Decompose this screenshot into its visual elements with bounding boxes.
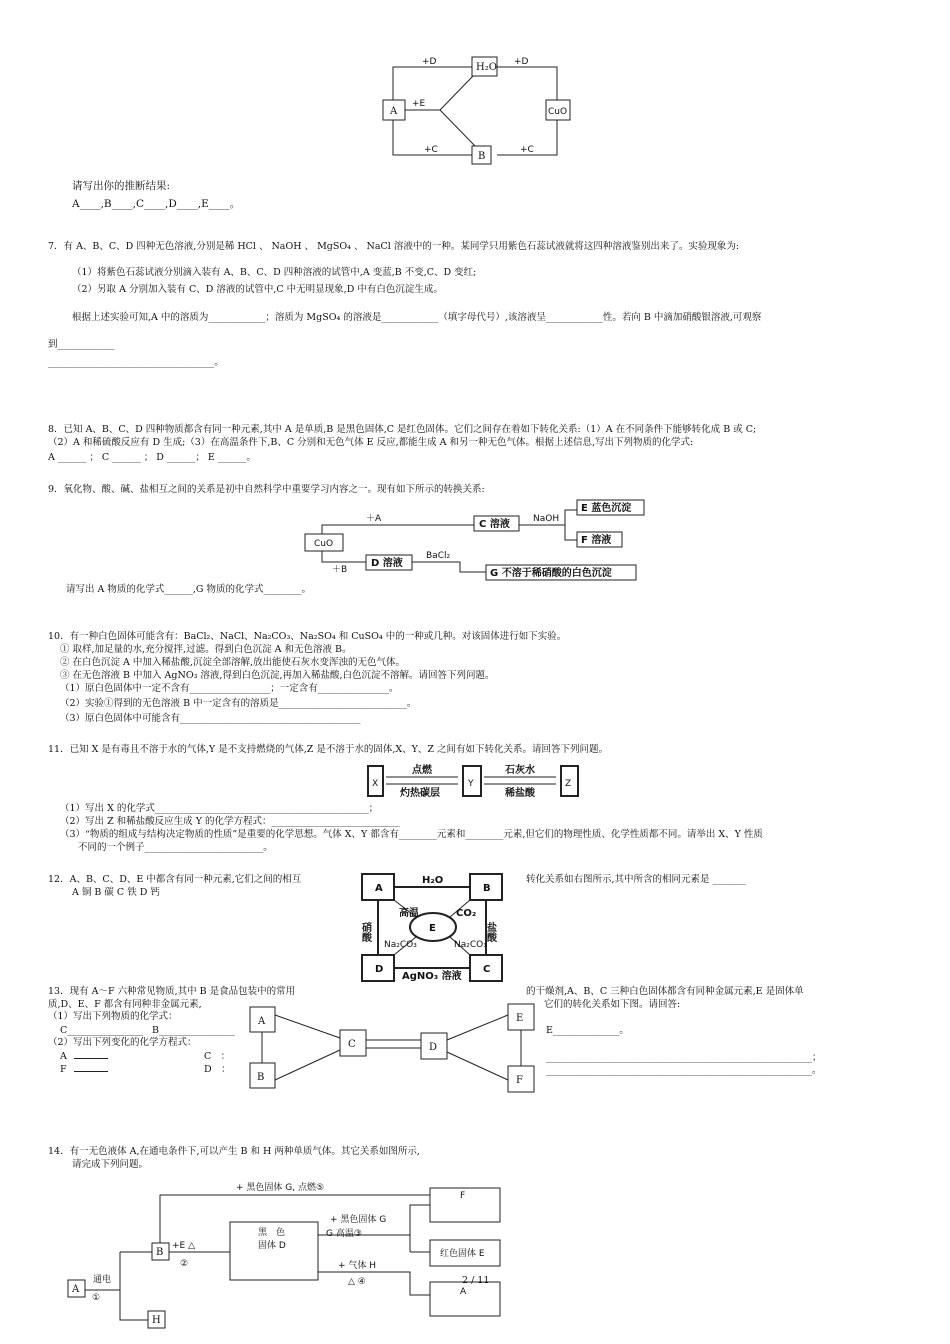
label-red-e: 红色固体 E xyxy=(440,1249,485,1259)
label-plus-c-right: +C xyxy=(520,145,534,155)
label-x: X xyxy=(372,779,379,789)
label-plus-b: ＋B xyxy=(332,565,348,575)
q14-line-1: 14．有一无色液体 A,在通电条件下,可以产生 B 和 H 两种单质气体。其它关系如图所示, xyxy=(48,1146,420,1157)
label-na2co3-left: Na₂CO₃ xyxy=(384,940,417,950)
label-d: D xyxy=(375,964,384,975)
q7-observe: 到____________ xyxy=(48,339,115,350)
label-plus-d-right: +D xyxy=(514,57,529,67)
label-d: D xyxy=(429,1042,438,1053)
label-b: B xyxy=(257,1072,265,1083)
q11-answer-3: （3）“物质的组成与结构决定物质的性质”是重要的化学思想。气体 X、Y 都含有________元素和________元素,但它们的物理性质、化学性质都不同。请举出 X、Y 性质 xyxy=(60,829,763,840)
label-e: E xyxy=(516,1013,524,1024)
label-y: Y xyxy=(468,779,474,789)
label-z: Z xyxy=(565,779,572,789)
q13-a-label: A xyxy=(60,1051,67,1062)
q8-line-1: 8．已知 A、B、C、D 四种物质都含有同一种元素,其中 A 是单质,B 是黑色固体,C 是红色固体。它们之间存在着如下转化关系:（1）A 在不同条件下能够转化成 B 或 C; xyxy=(48,424,757,435)
q10-line-1: 10．有一种白色固体可能含有：BaCl₂、NaCl、Na₂CO₃、Na₂SO₄ 和 CuSO₄ 中的一种或几种。对该固体进行如下实验。 xyxy=(48,631,567,642)
q13-e-blank: E______________。 xyxy=(546,1025,629,1036)
q13-f-arrow xyxy=(74,1071,108,1072)
q13-a-arrow xyxy=(74,1058,108,1059)
q6-prompt: 请写出你的推断结果: xyxy=(72,180,171,192)
label-plus-h: + 气体 H xyxy=(338,1261,377,1271)
label-c: C xyxy=(348,1039,356,1050)
label-d: D 溶液 xyxy=(371,558,403,569)
q13-line-2b: 它们的转化关系如下图。请回答: xyxy=(544,999,681,1010)
q11-answer-2: （2）写出 Z 和稀盐酸反应生成 Y 的化学方程式：___________________________ xyxy=(60,816,400,827)
q13-f-label: F xyxy=(60,1064,67,1075)
label-yansuan: 盐酸 xyxy=(484,922,496,942)
label-c: C xyxy=(483,964,491,975)
label-step-4: △ ④ xyxy=(348,1277,366,1287)
label-gaowen: 高温 xyxy=(399,908,419,919)
label-agno3: AgNO₃ 溶液 xyxy=(402,971,462,982)
q7-blank: ___________________________________。 xyxy=(48,357,224,368)
label-step-1: ① xyxy=(92,1293,101,1303)
label-e: E 蓝色沉淀 xyxy=(581,503,632,514)
label-plus-e: +E xyxy=(412,99,426,109)
label-h2o: H₂O xyxy=(476,62,497,73)
label-zhuore: 灼热碳层 xyxy=(400,788,440,799)
label-co2: CO₂ xyxy=(456,908,477,919)
q8-line-2: （2）A 和稀硫酸反应有 D 生成;（3）在高温条件下,B、C 分别和无色气体 E 反应,都能生成 A 和另一种无色气体。根据上述信息,写出下列物质的化学式: xyxy=(48,437,694,448)
label-a: A xyxy=(258,1016,266,1027)
q10-line-2: ① 取样,加足量的水,充分搅拌,过滤。得到白色沉淀 A 和无色溶液 B。 xyxy=(60,644,352,655)
label-b: B xyxy=(483,883,491,894)
q7-step-1: （1）将紫色石蕊试液分别滴入装有 A、B、C、D 四种溶液的试管中,A 变蓝,B 不变,C、D 变红; xyxy=(72,267,477,278)
diagram-1 xyxy=(383,57,570,164)
label-plus-d-left: +D xyxy=(422,57,437,67)
q7-stem: 7．有 A、B、C、D 四种无色溶液,分别是稀 HCl 、 NaOH 、 MgSO₄ 、 NaCl 溶液中的一种。某同学只用紫色石蕊试液就将这四种溶液鉴别出来了。实验现象为: xyxy=(48,241,740,252)
q9-ask: 请写出 A 物质的化学式______,G 物质的化学式________。 xyxy=(66,584,312,595)
label-cuo: CuO xyxy=(548,107,568,117)
diagram-12 xyxy=(358,868,518,983)
q13-line-ans-1: ________________________________________________________； xyxy=(546,1052,822,1063)
label-a2: A xyxy=(460,1287,467,1297)
q13-line-1a: 13．现有 A～F 六种常见物质,其中 B 是食品包装中的常用 xyxy=(48,986,296,997)
q10-line-7: （3）原白色固体中可能含有______________________________________ xyxy=(60,713,361,724)
diagram-9 xyxy=(305,500,644,580)
diagram-14 xyxy=(68,1181,500,1328)
label-tongdian: 通电 xyxy=(93,1275,112,1285)
q13-b-blank: B________________ xyxy=(152,1025,235,1036)
label-h2o: H₂O xyxy=(422,875,444,886)
q13-line-ans-2: ________________________________________________________。 xyxy=(546,1065,822,1076)
label-xiaosuan: 硝酸 xyxy=(359,922,371,942)
q13-part-1: （1）写出下列物质的化学式： xyxy=(48,1011,178,1022)
label-e: E xyxy=(429,923,436,934)
q10-line-4: ③ 在无色溶液 B 中加入 AgNO₃ 溶液,得到白色沉淀,再加入稀盐酸,白色沉淀不溶解。请回答下列问题。 xyxy=(60,670,495,681)
label-g-gaowen: G 高温③ xyxy=(326,1229,362,1239)
label-f: F 溶液 xyxy=(581,535,612,546)
q12-line-1a: 12．A、B、C、D、E 中都含有同一种元素,它们之间的相互 xyxy=(48,874,302,885)
page-number: 2 / 11 xyxy=(462,1275,490,1286)
q10-line-6: （2）实验①得到的无色溶液 B 中一定含有的溶质是___________________________。 xyxy=(60,698,417,709)
label-a: A xyxy=(72,1284,80,1295)
label-h: H xyxy=(152,1315,161,1326)
label-plus-a: ＋A xyxy=(366,514,382,524)
label-plus-c-left: +C xyxy=(424,145,438,155)
label-b: B xyxy=(156,1247,164,1258)
label-naoh: NaOH xyxy=(533,514,560,524)
q6-answers: A____,B____,C____,D____,E____。 xyxy=(72,198,241,210)
q11-answer-4: 不同的一个例子_________________________。 xyxy=(78,842,273,853)
q14-line-2: 请完成下列问题。 xyxy=(72,1159,149,1170)
q13-d-colon: D ： xyxy=(204,1064,231,1075)
label-shihuishui: 石灰水 xyxy=(505,765,535,776)
label-a: A xyxy=(390,106,398,117)
q8-line-3: A ______ ； C ______ ； D ______； E ______。 xyxy=(48,452,256,463)
label-c: C 溶液 xyxy=(479,519,510,530)
q12-options: A 铜 B 碳 C 铁 D 钙 xyxy=(72,887,160,898)
q10-line-5: （1）原白色固体中一定不含有_________________；一定含有_______________。 xyxy=(60,683,399,694)
label-bacl2: BaCl₂ xyxy=(426,551,451,561)
q13-c-colon: C ： xyxy=(204,1051,231,1062)
label-na2co3-right: Na₂CO₃ xyxy=(454,940,487,950)
label-f: F xyxy=(460,1191,466,1201)
q9-stem: 9．氧化物、酸、碱、盐相互之间的关系是初中自然科学中重要学习内容之一。现有如下所示的转换关系: xyxy=(48,484,485,495)
label-xiyansuan: 稀盐酸 xyxy=(505,788,535,799)
q13-c-blank: C________________ xyxy=(60,1025,144,1036)
q13-part-2: （2）写出下列变化的化学方程式： xyxy=(48,1037,197,1048)
label-f: F xyxy=(516,1075,523,1086)
diagram-13 xyxy=(250,1004,534,1092)
q7-conclusion: 根据上述实验可知,A 中的溶质为____________；溶质为 MgSO₄ 的溶液是____________（填字母代号）,该溶液呈____________性。若向 B 中滴加硝酸银溶液,可观察 xyxy=(72,312,762,323)
q13-line-1b: 的干燥剂,A、B、C 三种白色固体都含有同种金属元素,E 是固体单 xyxy=(526,986,804,997)
q11-stem: 11．已知 X 是有毒且不溶于水的气体,Y 是不支持燃烧的气体,Z 是不溶于水的固体,X、Y、Z 之间有如下转化关系。请回答下列问题。 xyxy=(48,744,609,755)
label-a: A xyxy=(375,883,383,894)
q12-line-1b: 转化关系如右图所示,其中所含的相同元素是 _______ xyxy=(526,874,746,885)
label-b: B xyxy=(478,151,486,162)
label-g: G 不溶于稀硝酸的白色沉淀 xyxy=(490,568,612,579)
q11-answer-1: （1）写出 X 的化学式_____________________________________________； xyxy=(60,803,379,814)
q10-line-3: ② 在白色沉淀 A 中加入稀盐酸,沉淀全部溶解,放出能使石灰水变浑浊的无色气体。 xyxy=(60,657,405,668)
label-cuo: CuO xyxy=(314,539,334,549)
label-step-2: ② xyxy=(180,1259,189,1269)
label-solid-d: 固体 D xyxy=(258,1241,286,1251)
label-plus-e: +E △ xyxy=(172,1241,196,1251)
q7-step-2: （2）另取 A 分别加入装有 C、D 溶液的试管中,C 中无明显现象,D 中有白色沉淀生成。 xyxy=(72,284,443,295)
label-dianran: 点燃 xyxy=(412,765,432,776)
label-black: 黑 色 xyxy=(258,1228,286,1238)
label-plus-g: + 黑色固体 G, 点燃⑤ xyxy=(236,1183,325,1193)
q13-line-2a: 质,D、E、F 都含有同种非金属元素, xyxy=(48,999,202,1010)
diagram-11 xyxy=(368,763,578,799)
label-plus-hg: + 黑色固体 G xyxy=(330,1215,387,1225)
